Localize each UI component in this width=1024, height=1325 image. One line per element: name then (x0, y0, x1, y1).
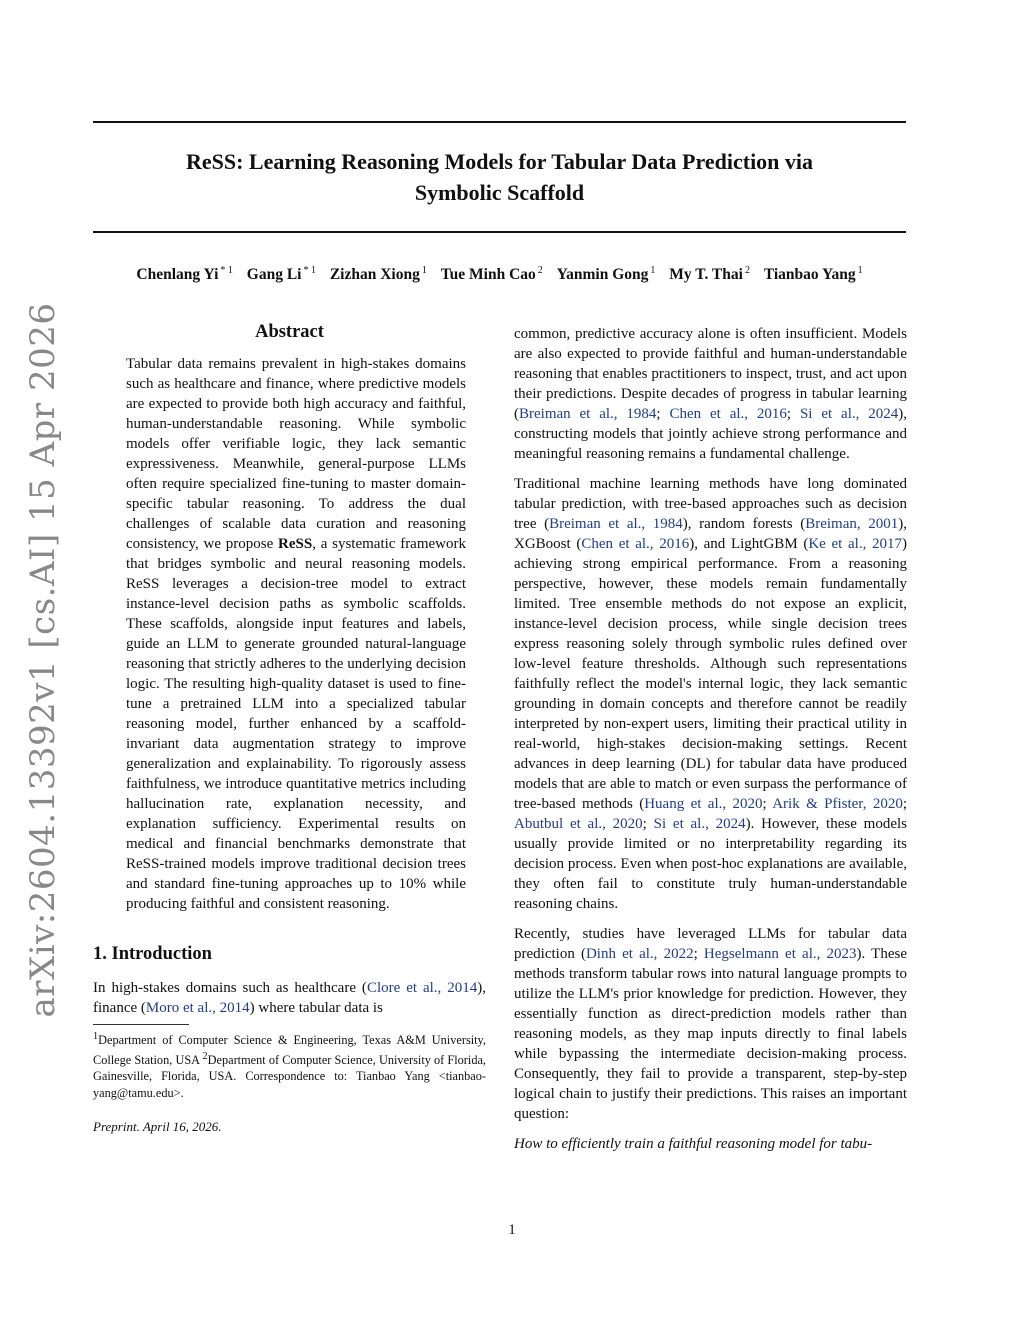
abstract-body: Tabular data remains prevalent in high-stakes domains such as healthcare and finance, where predictive models are expected to provide both high accuracy and faithful, human-understandable reasoning. While symbolic models offer verifiable logic, they lack semantic expressiveness. Meanwhile, general-purpose LLMs often require specialized fine-tuning to master domain-specific tabular reasoning. To address the dual challenges of scalable data curation and reasoning consistency, we propose ReSS, a systematic framework that bridges symbolic and neural reasoning models. ReSS leverages a decision-tree model to extract instance-level decision paths as symbolic scaffolds. These scaffolds, alongside input features and labels, guide an LLM to generate grounded natural-language reasoning that strictly adheres to the underlying decision logic. The resulting high-quality dataset is used to fine-tune a pretrained LLM into a specialized tabular reasoning model, further enhanced by a scaffold-invariant data augmentation strategy to improve generalization and explainability. To rigorously assess faithfulness, we introduce quantitative metrics including hallucination rate, explanation necessity, and explanation sufficiency. Experimental results on medical and financial benchmarks demonstrate that ReSS-trained models improve traditional decision trees and standard fine-tuning approaches up to 10% while producing faithful and consistent reasoning. (126, 356, 466, 912)
title-line-1: ReSS: Learning Reasoning Models for Tabular Data Prediction via (185, 149, 814, 174)
citation-link[interactable]: Si et al., 2024 (653, 816, 746, 832)
citation-link[interactable]: Hegselmann et al., 2023 (703, 946, 857, 962)
citation-link[interactable]: Moro et al., 2014 (145, 1000, 250, 1016)
author: Zizhan Xiong $^1$ (329, 265, 427, 284)
citation-link[interactable]: Breiman et al., 1984 (519, 406, 657, 422)
top-rule (93, 121, 906, 123)
citation-link[interactable]: Abutbul et al., 2020 (514, 816, 643, 832)
author: My T. Thai $^2$ (669, 265, 750, 284)
citation-link[interactable]: Breiman et al., 1984 (549, 516, 683, 532)
bottom-title-rule (93, 231, 906, 233)
affiliation-footnote: $^1$Department of Computer Science & Engineering, Texas A&M University, College Station, USA $^2$Department of Computer Science, University of Florida, Gainesville, Florida, USA. Correspondence to: Tianbao Yang <tianbao-yang@tamu.edu>. (93, 1031, 487, 1100)
body-paragraph: Recently, studies have leveraged LLMs for tabular data prediction (Dinh et al., 2022; Hegselmann et al., 2023). These methods transform tabular rows into natural language prompts to utilize the LLM's prior knowledge for prediction. However, they essentially function as direct-prediction models rather than reasoning models, as they map inputs directly to final labels while bypassing the intermediate decision-making process. Consequently, they fail to provide a transparent, step-by-step logical chain to justify their predictions. This raises an important question: (514, 926, 907, 1122)
author: Chenlang Yi $^{* 1}$ (136, 265, 233, 284)
citation-link[interactable]: Arik & Pfister, 2020 (772, 796, 903, 812)
paper-title (93, 146, 906, 208)
author: Tue Minh Cao $^2$ (440, 265, 543, 284)
author: Yanmin Gong $^1$ (556, 265, 656, 284)
section-heading-introduction: 1. Introduction (93, 944, 212, 964)
citation-link[interactable]: Si et al., 2024 (799, 406, 899, 422)
body-paragraph: Traditional machine learning methods have long dominated tabular prediction, with tree-based approaches such as decision tree (Breiman et al., 1984), random forests (Breiman, 2001), XGBoost (Chen et al., 2016), and LightGBM (Ke et al., 2017) achieving strong empirical performance. From a reasoning perspective, however, these models remain fundamentally limited. Tree ensemble methods do not expose an explicit, instance-level decision process, while single decision trees express reasoning solely through symbolic rules defined over low-level feature thresholds. Although such representations faithfully reflect the model's internal logic, they lack semantic grounding in domain concepts and therefore cannot be readily interpreted by non-expert users, limiting their practical utility in real-world, high-stakes decision-making settings. Recent advances in deep learning (DL) for tabular data have produced models that are able to match or even surpass the performance of tree-based methods (Huang et al., 2020; Arik & Pfister, 2020; Abutbul et al., 2020; Si et al., 2024). However, these models usually provide limited or no interpretability regarding its decision process. Even when post-hoc explanations are available, they often fail to constitute truly human-understandable reasoning chains. (514, 476, 908, 912)
author-list (93, 265, 906, 284)
citation-link[interactable]: Chen et al., 2016 (669, 406, 787, 422)
right-column (514, 324, 907, 1164)
citation-link[interactable]: Clore et al., 2014 (366, 980, 478, 996)
research-question: How to efficiently train a faithful reasoning model for tabu- (514, 1136, 873, 1152)
preprint-note: Preprint. April 16, 2026. (93, 1119, 222, 1135)
page-number: 1 (508, 1222, 516, 1238)
intro-paragraph: In high-stakes domains such as healthcare (Clore et al., 2014), finance (Moro et al., 2014) where tabular data is (93, 980, 487, 1016)
title-line-2: Symbolic Scaffold (414, 180, 585, 205)
arxiv-id-text: arXiv:2604.13392v1 [cs.AI] 15 Apr 2026 (23, 302, 63, 1018)
author: Gang Li $^{* 1}$ (246, 265, 316, 284)
citation-link[interactable]: Breiman, 2001 (805, 516, 899, 532)
citation-link[interactable]: Chen et al., 2016 (581, 536, 690, 552)
author: Tianbao Yang $^1$ (763, 265, 863, 284)
left-column (93, 320, 486, 1137)
footnote-rule (93, 1024, 189, 1025)
citation-link[interactable]: Ke et al., 2017 (808, 536, 903, 552)
abstract-heading: Abstract (255, 322, 324, 342)
body-paragraph: common, predictive accuracy alone is often insufficient. Models are also expected to provide faithful and human-understandable reasoning that enables practitioners to inspect, trust, and act upon their predictions. Despite decades of progress in tabular learning (Breiman et al., 1984; Chen et al., 2016; Si et al., 2024), constructing models that jointly achieve strong performance and meaningful reasoning remains a fundamental challenge. (514, 326, 907, 462)
citation-link[interactable]: Dinh et al., 2022 (585, 946, 694, 962)
citation-link[interactable]: Huang et al., 2020 (644, 796, 763, 812)
